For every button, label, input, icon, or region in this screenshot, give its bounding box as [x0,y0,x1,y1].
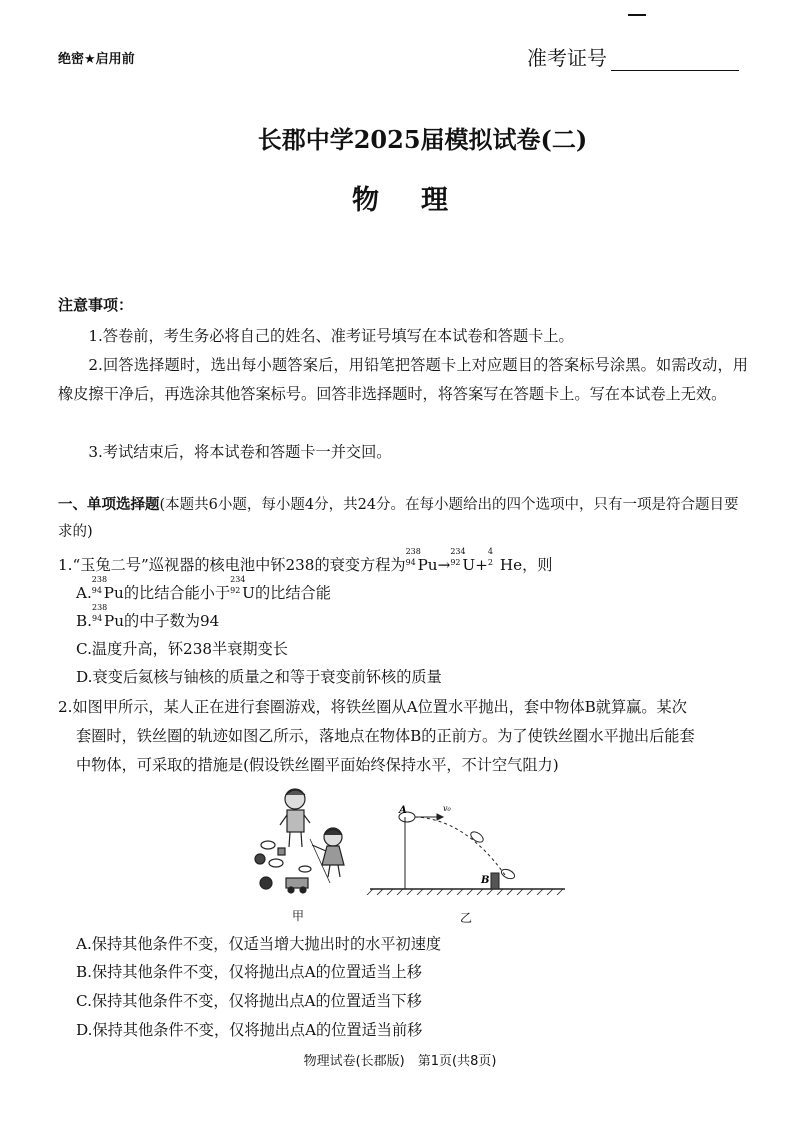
question-2-stem-line-3: 中物体，可采取的措施是(假设铁丝圈平面始终保持水平，不计空气阻力) [76,756,559,774]
exam-id-field [527,42,739,71]
nuclide-pu [405,547,438,580]
he-mass: 4 [487,547,493,556]
note-item-3: 3.考试结束后，将本试卷和答题卡一并交回。 [88,443,392,461]
exam-id-blank [611,50,739,71]
q2-option-a[interactable]: A.保持其他条件不变，仅适当增大抛出时的水平初速度 [76,935,442,953]
q1-prefix: 1.“玉兔二号”巡视器的核电池中钚238的衰变方程为 [58,556,406,574]
u-mass: 234 [450,547,466,556]
u-symbol: U [462,556,476,574]
section-instructions: (本题共6小题，每小题4分，共24分。在每小题给出的四个选项中，只有一项是符合题目要求的) [58,497,739,540]
note-item-2: 2.回答选择题时，选出每小题答案后，用铅笔把答题卡上对应题目的答案标号涂黑。如需改动，用橡皮擦干净后，再选涂其他答案标号。回答非选择题时，将答案写在答题卡上。写在本试卷上无效。 [58,356,748,403]
q1-b-suffix: 的中子数为94 [124,612,220,630]
pu-z: 94 [405,558,416,567]
question-2-stem-line-1: 2.如图甲所示，某人正在进行套圈游戏，将铁丝圈从A位置水平抛出，套中物体B就算赢。某次 [58,698,687,716]
page-footer: 物理试卷(长郡版) 第1页(共8页) [303,1054,497,1069]
girl-dress [322,846,344,865]
ring-landing [500,867,516,880]
velocity-label: v₀ [443,804,451,813]
q1-b-pu [92,603,125,635]
q2-option-c[interactable]: C.保持其他条件不变，仅将抛出点A的位置适当下移 [76,992,422,1010]
q1-b-pu-mass: 238 [92,603,108,612]
secret-tag: 绝密★启用前 [58,52,135,67]
plus-sign: + [475,556,488,574]
q1-option-c[interactable]: C.温度升高，钚238半衰期变长 [76,640,288,658]
q1-a-u-z: 92 [230,586,241,595]
section-title: 一、单项选择题 [58,497,160,513]
figure-yi-trajectory [365,795,570,895]
subject-title: 物理 [352,185,490,216]
q1-option-d[interactable]: D.衰变后氦核与铀核的质量之和等于衰变前钚核的质量 [76,668,442,686]
he-z: 2 [487,558,493,567]
note-item-1: 1.答卷前，考生务必将自己的姓名、准考证号填写在本试卷和答题卡上。 [88,327,574,345]
nuclide-u [450,547,476,580]
q1-a-pu-z: 94 [91,586,102,595]
q1-a-u-mass: 234 [230,575,246,584]
pu-symbol: Pu [417,556,438,574]
trajectory-curve [415,817,505,875]
q1-a-prefix: A. [76,584,92,602]
object-b [491,873,499,889]
q1-a-suffix: 的比结合能 [254,584,331,602]
exam-title: 长郡中学2025届模拟试卷(二) [257,125,588,154]
q1-suffix: ，则 [522,556,553,574]
ring-mid [469,830,485,845]
nuclide-he [487,547,523,580]
section-heading [58,492,748,546]
q1-a-u [230,575,255,607]
q1-option-a[interactable] [76,575,331,607]
figure-yi-caption: 乙 [460,911,473,925]
u-z: 92 [450,558,461,567]
top-mark [628,14,646,16]
q2-option-d[interactable]: D.保持其他条件不变，仅将抛出点A的位置适当前移 [76,1021,423,1039]
q1-a-u-symbol: U [242,584,255,602]
q1-a-mid: 的比结合能小于 [123,584,231,602]
point-a-label: A [399,805,407,816]
q1-b-pu-z: 94 [92,614,103,623]
boy-body [287,810,304,832]
toy-car [286,878,308,888]
q1-a-pu-mass: 238 [91,575,108,584]
figure-jia-caption: 甲 [292,909,305,923]
q2-option-b[interactable]: B.保持其他条件不变，仅将抛出点A的位置适当上移 [76,963,422,981]
pu-mass: 238 [405,547,421,556]
q1-b-prefix: B. [76,612,92,630]
q1-a-pu-symbol: Pu [103,584,124,602]
figure-jia-ring-toss [250,785,360,900]
q1-b-pu-symbol: Pu [104,612,125,630]
point-b-label: B [481,875,490,886]
question-1-stem [58,547,753,580]
notes-heading: 注意事项： [58,296,134,314]
exam-id-label: 准考证号 [527,46,607,70]
q1-option-b[interactable] [76,603,220,635]
decay-arrow: → [437,556,451,574]
question-2-stem-line-2: 套圈时，铁丝圈的轨迹如图乙所示，落地点在物体B的正前方。为了使铁丝圈水平抛出后能套 [76,727,695,745]
he-symbol: He [499,556,523,574]
